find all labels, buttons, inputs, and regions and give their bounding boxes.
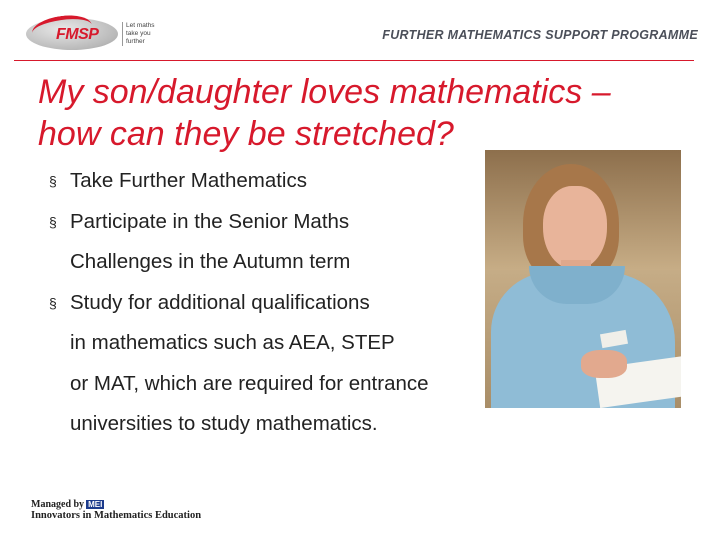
bullet-item bbox=[49, 161, 519, 202]
photo-face bbox=[543, 186, 607, 270]
footer-managed-by bbox=[31, 499, 104, 510]
footer-managed-by-text: Managed by bbox=[31, 499, 85, 510]
slide-title bbox=[38, 71, 678, 155]
mei-badge: MEI bbox=[88, 500, 103, 509]
bullet-text: Take Further Mathematics bbox=[70, 169, 307, 192]
bullet-text: or MAT, which are required for entrance bbox=[70, 371, 429, 395]
programme-title: FURTHER MATHEMATICS SUPPORT PROGRAMME bbox=[382, 28, 698, 42]
bullet-list bbox=[49, 161, 519, 445]
mei-footer-logo bbox=[31, 499, 231, 523]
slide-title-line: how can they be stretched? bbox=[38, 115, 454, 153]
logo-text: FMSP bbox=[56, 26, 99, 43]
bullet-item bbox=[49, 202, 519, 283]
bullet-marker: § bbox=[49, 294, 57, 311]
slide-title-line: My son/daughter loves mathematics – bbox=[38, 73, 611, 111]
header-divider bbox=[14, 60, 694, 61]
bullet-text: Study for additional qualifications bbox=[70, 290, 370, 314]
bullet-text: Participate in the Senior Maths bbox=[70, 209, 350, 233]
bullet-text: Challenges in the Autumn term bbox=[70, 250, 351, 273]
logo-tagline: Let maths take you further bbox=[126, 22, 155, 45]
fmsp-logo bbox=[26, 14, 156, 54]
bullet-item bbox=[49, 283, 519, 445]
student-photo bbox=[485, 150, 681, 408]
bullet-marker: § bbox=[49, 213, 57, 230]
logo-divider bbox=[122, 22, 123, 46]
photo-hand bbox=[581, 350, 627, 378]
bullet-text: in mathematics such as AEA, STEP bbox=[70, 331, 395, 354]
footer-org-name: Innovators in Mathematics Education bbox=[31, 510, 202, 521]
bullet-text: universities to study mathematics. bbox=[70, 412, 378, 435]
bullet-marker: § bbox=[49, 173, 57, 189]
